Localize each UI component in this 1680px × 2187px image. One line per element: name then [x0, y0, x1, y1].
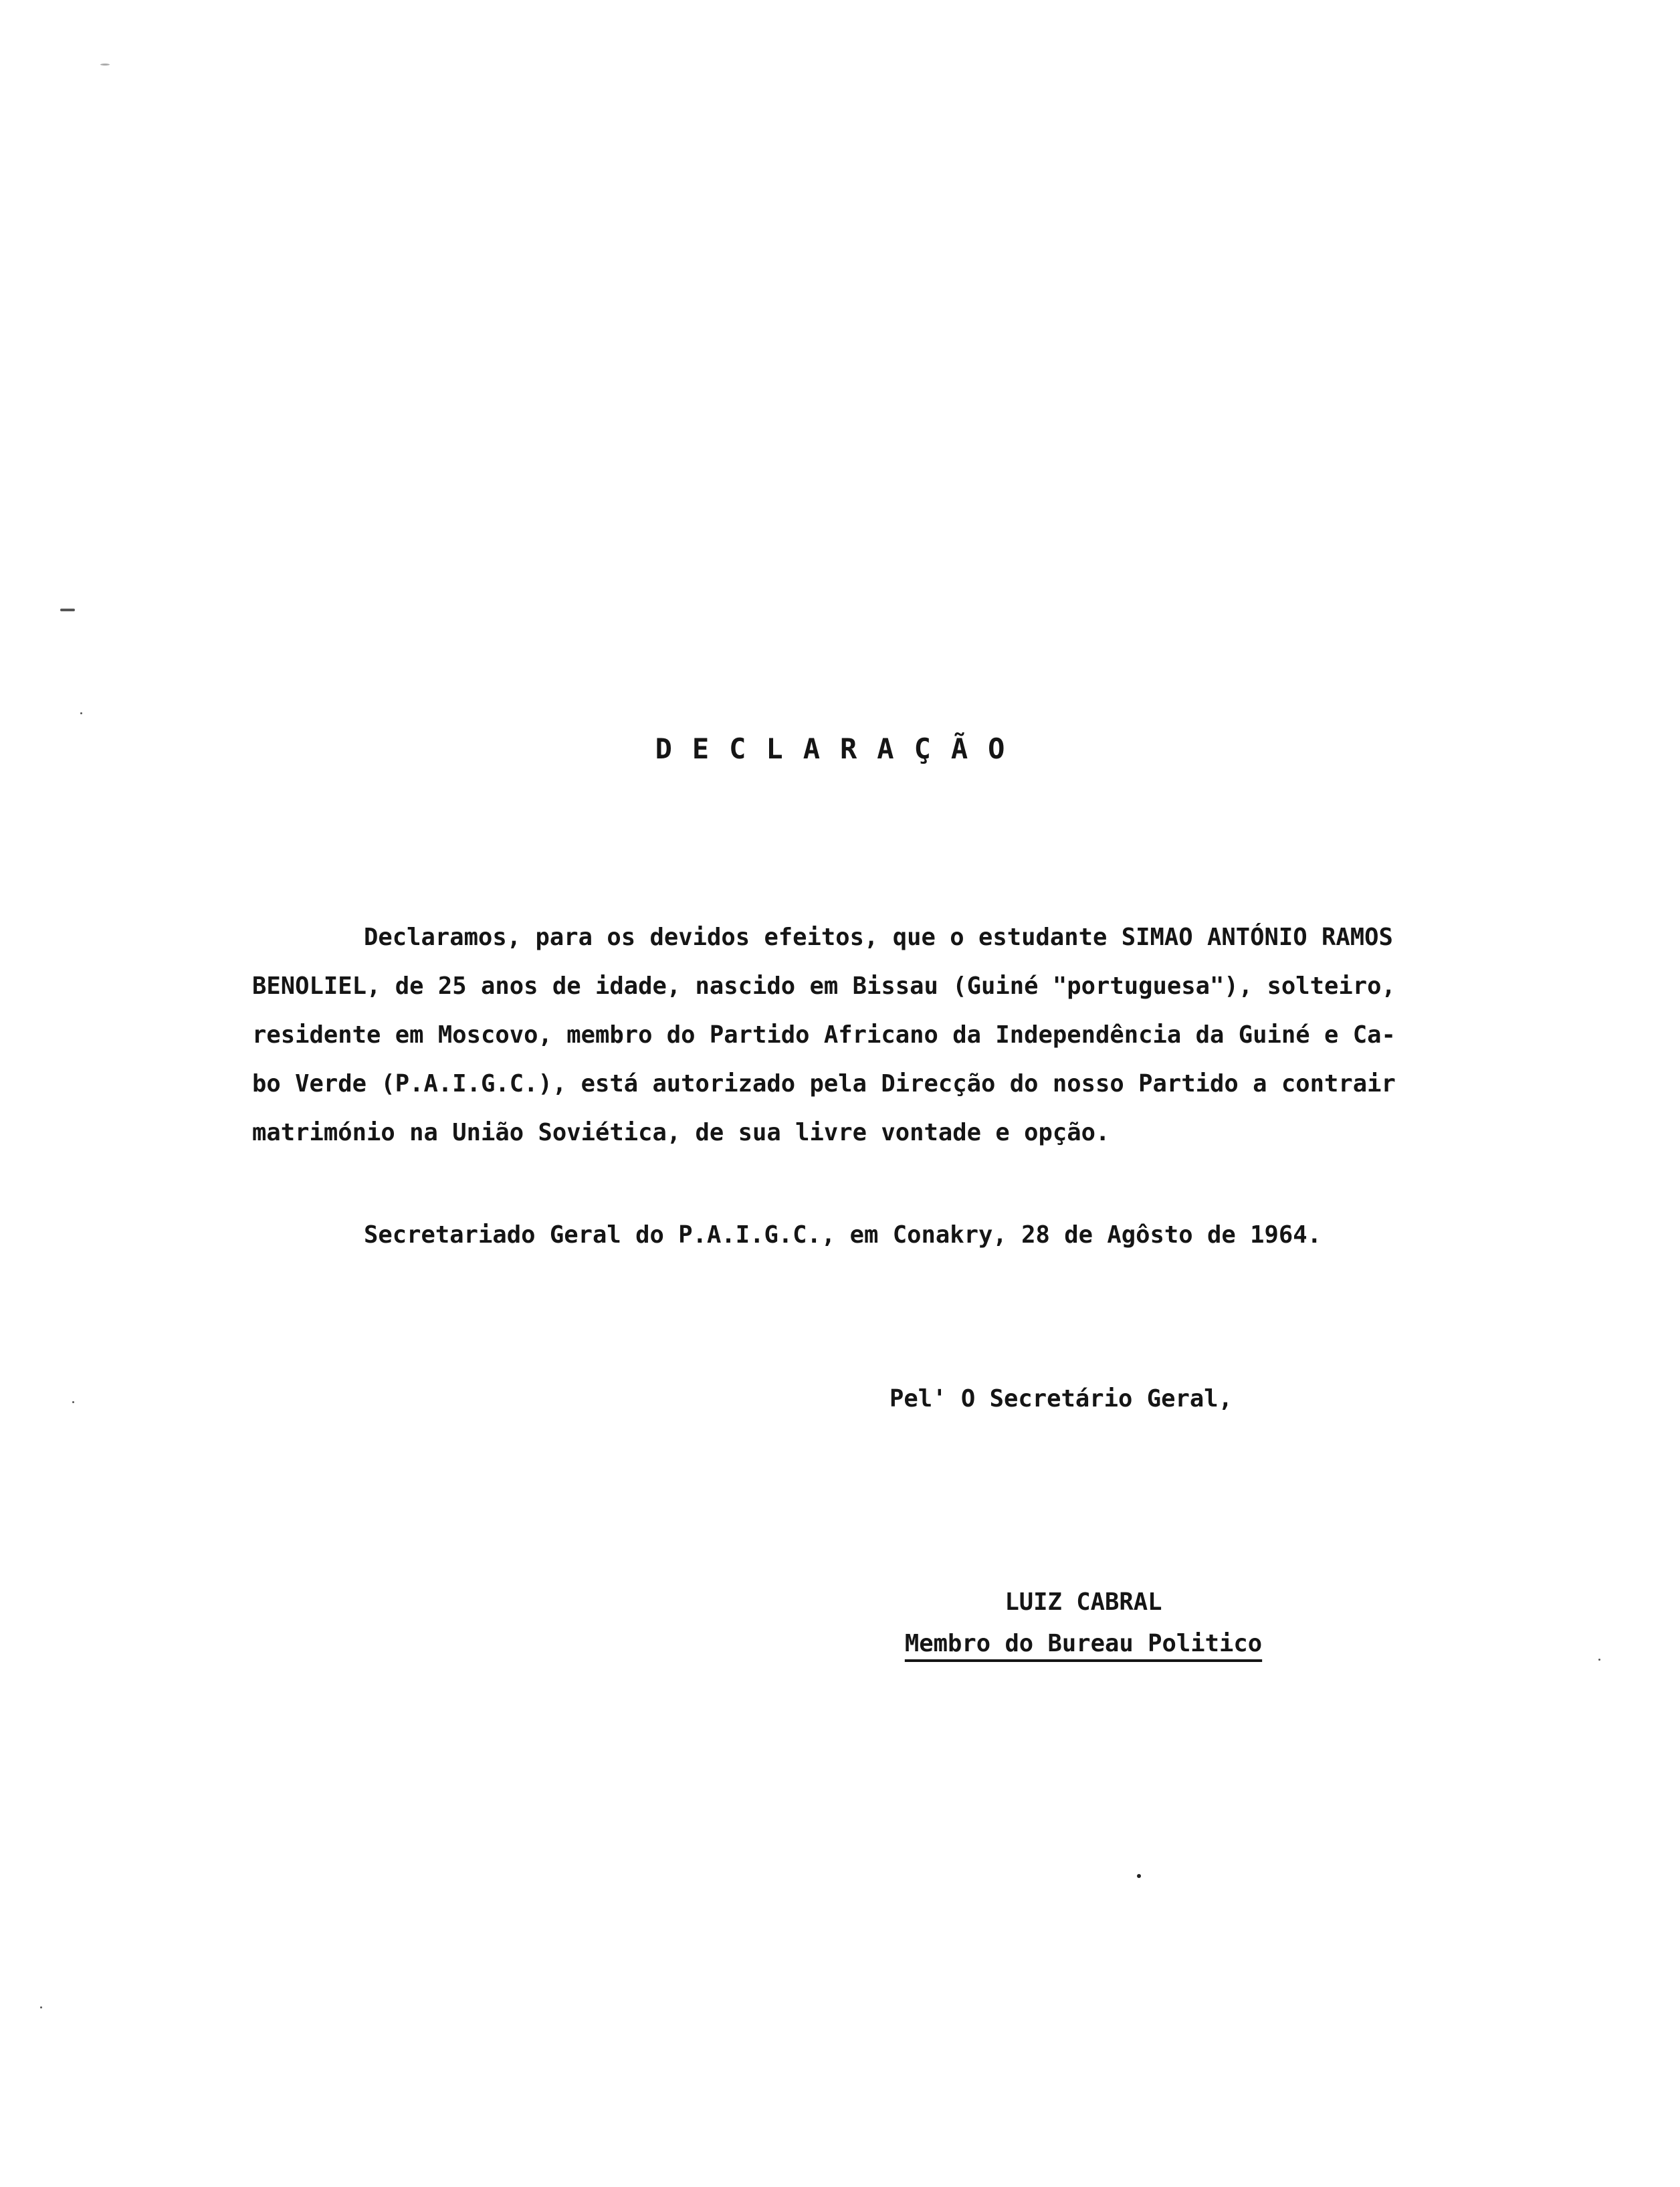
- scan-speck: [1598, 1659, 1600, 1661]
- scan-speck: [72, 1401, 74, 1403]
- scan-speck: [40, 2006, 42, 2008]
- scan-speck: [80, 712, 82, 714]
- on-behalf-line: Pel' O Secretário Geral,: [889, 1385, 1233, 1413]
- body-line: Declaramos, para os devidos efeitos, que o estudante SIMAO ANTÓNIO RAMOS: [364, 924, 1393, 951]
- signatory-role: Membro do Bureau Politico: [904, 1630, 1263, 1657]
- body-line: matrimónio na União Soviética, de sua livre vontade e opção.: [252, 1119, 1110, 1146]
- document-title: DECLARAÇÃO: [655, 732, 1025, 765]
- body-line: BENOLIEL, de 25 anos de idade, nascido em Bissau (Guiné "portuguesa"), solteiro,: [252, 972, 1396, 1000]
- place-and-date: Secretariado Geral do P.A.I.G.C., em Conakry, 28 de Agôsto de 1964.: [364, 1221, 1322, 1249]
- scan-speck: [1137, 1874, 1141, 1878]
- body-line: residente em Moscovo, membro do Partido Africano da Independência da Guiné e Ca-: [252, 1021, 1396, 1049]
- body-line: bo Verde (P.A.I.G.C.), está autorizado pela Direcção do nosso Partido a contrair: [252, 1070, 1396, 1098]
- declaration-body: [252, 913, 1503, 1157]
- scan-speck: [100, 64, 110, 66]
- signatory-name: LUIZ CABRAL: [1005, 1588, 1162, 1616]
- signature-block: [869, 1582, 1297, 1665]
- scan-speck: [60, 609, 75, 611]
